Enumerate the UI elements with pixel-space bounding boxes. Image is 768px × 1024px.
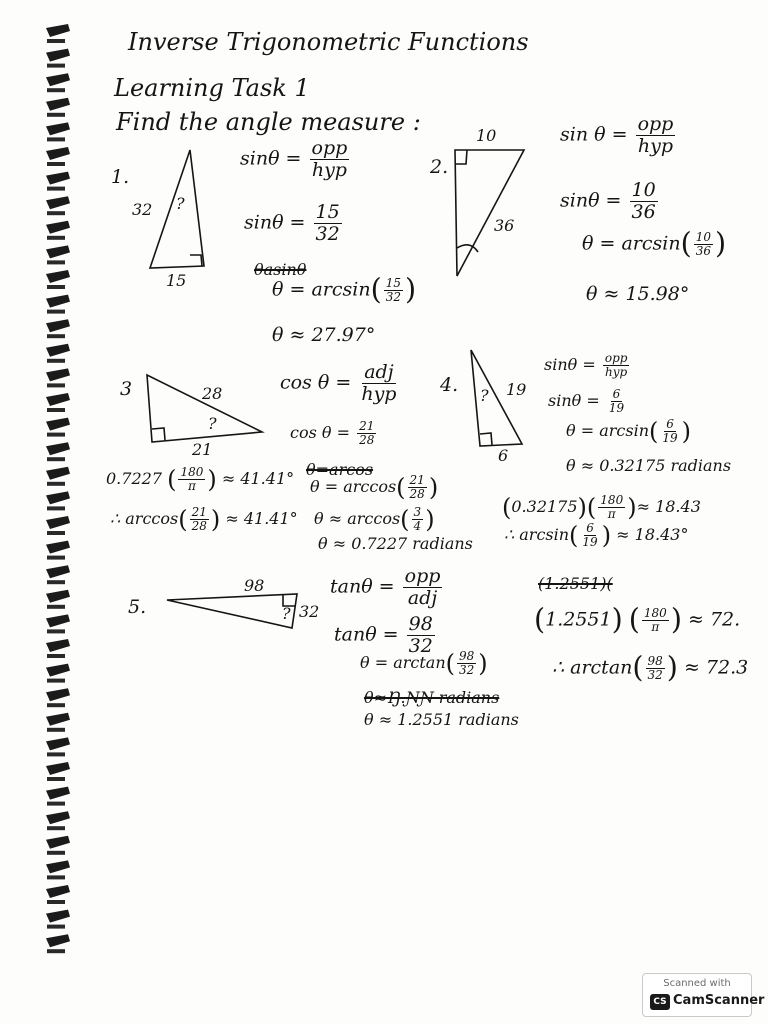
problem-4-line-2: sinθ = $\frac{6}{19}$ — [548, 387, 625, 416]
problem-3-scribble: θ=arcos — [306, 460, 374, 479]
problem-1-opp-label: 15 — [166, 271, 187, 290]
problem-1-hyp-label: 32 — [132, 200, 153, 219]
stamp-brand: CamScanner — [673, 993, 765, 1008]
problem-3-number: 3 — [120, 378, 133, 400]
triangle-2 — [455, 150, 524, 276]
problem-2-line-2: sinθ = $\frac{10}{36}$ — [560, 179, 656, 223]
problem-1-line-1: sinθ = $\frac{\text{opp}}{\text{hyp}}$ — [240, 137, 348, 181]
problem-1-scribble: θasinθ — [254, 260, 307, 279]
problem-3-line-2: cos θ = $\frac{21}{28}$ — [290, 419, 375, 448]
problem-4-line-3: θ = arcsin( $\frac{6}{19}$ ) — [566, 417, 692, 446]
problem-5-answer: θ ≈ 1.2551 radians — [364, 710, 519, 729]
problem-3-final: ∴ arccos( $\frac{21}{28}$ ) ≈ 41.41° — [110, 505, 298, 534]
problem-5-angle-mark: ? — [282, 604, 291, 623]
page-title: Inverse Trigonometric Functions — [128, 28, 529, 56]
problem-2-top-label: 10 — [476, 126, 497, 145]
problem-5-number: 5. — [128, 596, 147, 618]
stamp-caption: Scanned with — [663, 978, 731, 989]
problem-5-hyp-label: 98 — [244, 576, 265, 595]
camscanner-stamp — [642, 973, 765, 1017]
problem-2-number: 2. — [430, 156, 449, 178]
problem-1-answer: θ ≈ 27.97° — [272, 324, 376, 346]
problem-4-final: ∴ arcsin( $\frac{6}{19}$ ) ≈ 18.43° — [504, 521, 689, 550]
problem-5-line-2: tanθ = $\frac{98}{32}$ — [334, 613, 433, 657]
problem-4-number: 4. — [440, 374, 459, 396]
problem-3-adj-label: 21 — [192, 440, 213, 459]
problem-3-line-1: cos θ = $\frac{\text{adj}}{\text{hyp}}$ — [280, 361, 397, 405]
problem-2-line-3: θ = arcsin( $\frac{10}{36}$ ) — [582, 227, 727, 260]
problem-1-line-2: sinθ = $\frac{15}{32}$ — [244, 201, 340, 245]
problem-3-angle-mark: ? — [208, 414, 217, 433]
problem-5-line-3: θ = arctan( $\frac{98}{32}$ ) — [360, 649, 488, 678]
problem-4-hyp-label: 19 — [506, 380, 527, 399]
camscanner-logo-icon: CS — [650, 994, 670, 1010]
problem-3-line-3: θ = arccos( $\frac{21}{28}$ ) — [310, 473, 439, 502]
problem-4-answer: θ ≈ 0.32175 radians — [566, 456, 732, 475]
problem-5-conversion: (1.2551) ( $\frac{180}{\pi}$ ) ≈ 72. — [534, 603, 741, 636]
problem-3-conversion: 0.7227 ( $\frac{180}{\pi}$ ) ≈ 41.41° — [106, 465, 295, 494]
instruction-text: Find the angle measure : — [116, 108, 421, 136]
problem-4-line-1: sinθ = $\frac{\text{opp}}{\text{hyp}}$ — [544, 351, 628, 380]
problem-4-conversion: (0.32175)( $\frac{180}{\pi}$ )≈ 18.43 — [502, 493, 701, 522]
problem-5-final: ∴ arctan( $\frac{98}{32}$ ) ≈ 72.3 — [552, 651, 749, 684]
problem-2-hyp-label: 36 — [494, 216, 515, 235]
problem-5-opp-label: 32 — [299, 602, 320, 621]
problem-3-hyp-label: 28 — [202, 384, 223, 403]
triangle-5 — [167, 594, 297, 628]
problem-5-scribble-2: (1.2551)( — [538, 574, 613, 593]
problem-3-answer: θ ≈ 0.7227 radians — [318, 534, 473, 553]
problem-1-angle-mark: ? — [176, 194, 185, 213]
problem-2-line-1: sin θ = $\frac{\text{opp}}{\text{hyp}}$ — [560, 113, 674, 157]
problem-4-adj-label: 6 — [498, 446, 509, 465]
problem-5-scribble: θ≈Ŋ.ƝƝ radians — [364, 688, 500, 707]
problem-4-angle-mark: ? — [480, 386, 489, 405]
problem-1-number: 1. — [111, 166, 130, 188]
page-subtitle: Learning Task 1 — [114, 74, 310, 102]
problem-5-line-1: tanθ = $\frac{\text{opp}}{\text{adj}}$ — [330, 565, 441, 609]
problem-2-answer: θ ≈ 15.98° — [586, 283, 690, 305]
problem-1-line-3: θ = arcsin( $\frac{15}{32}$ ) — [272, 273, 417, 306]
problem-3-line-4: θ ≈ arccos( $\frac{3}{4}$ ) — [314, 505, 435, 534]
